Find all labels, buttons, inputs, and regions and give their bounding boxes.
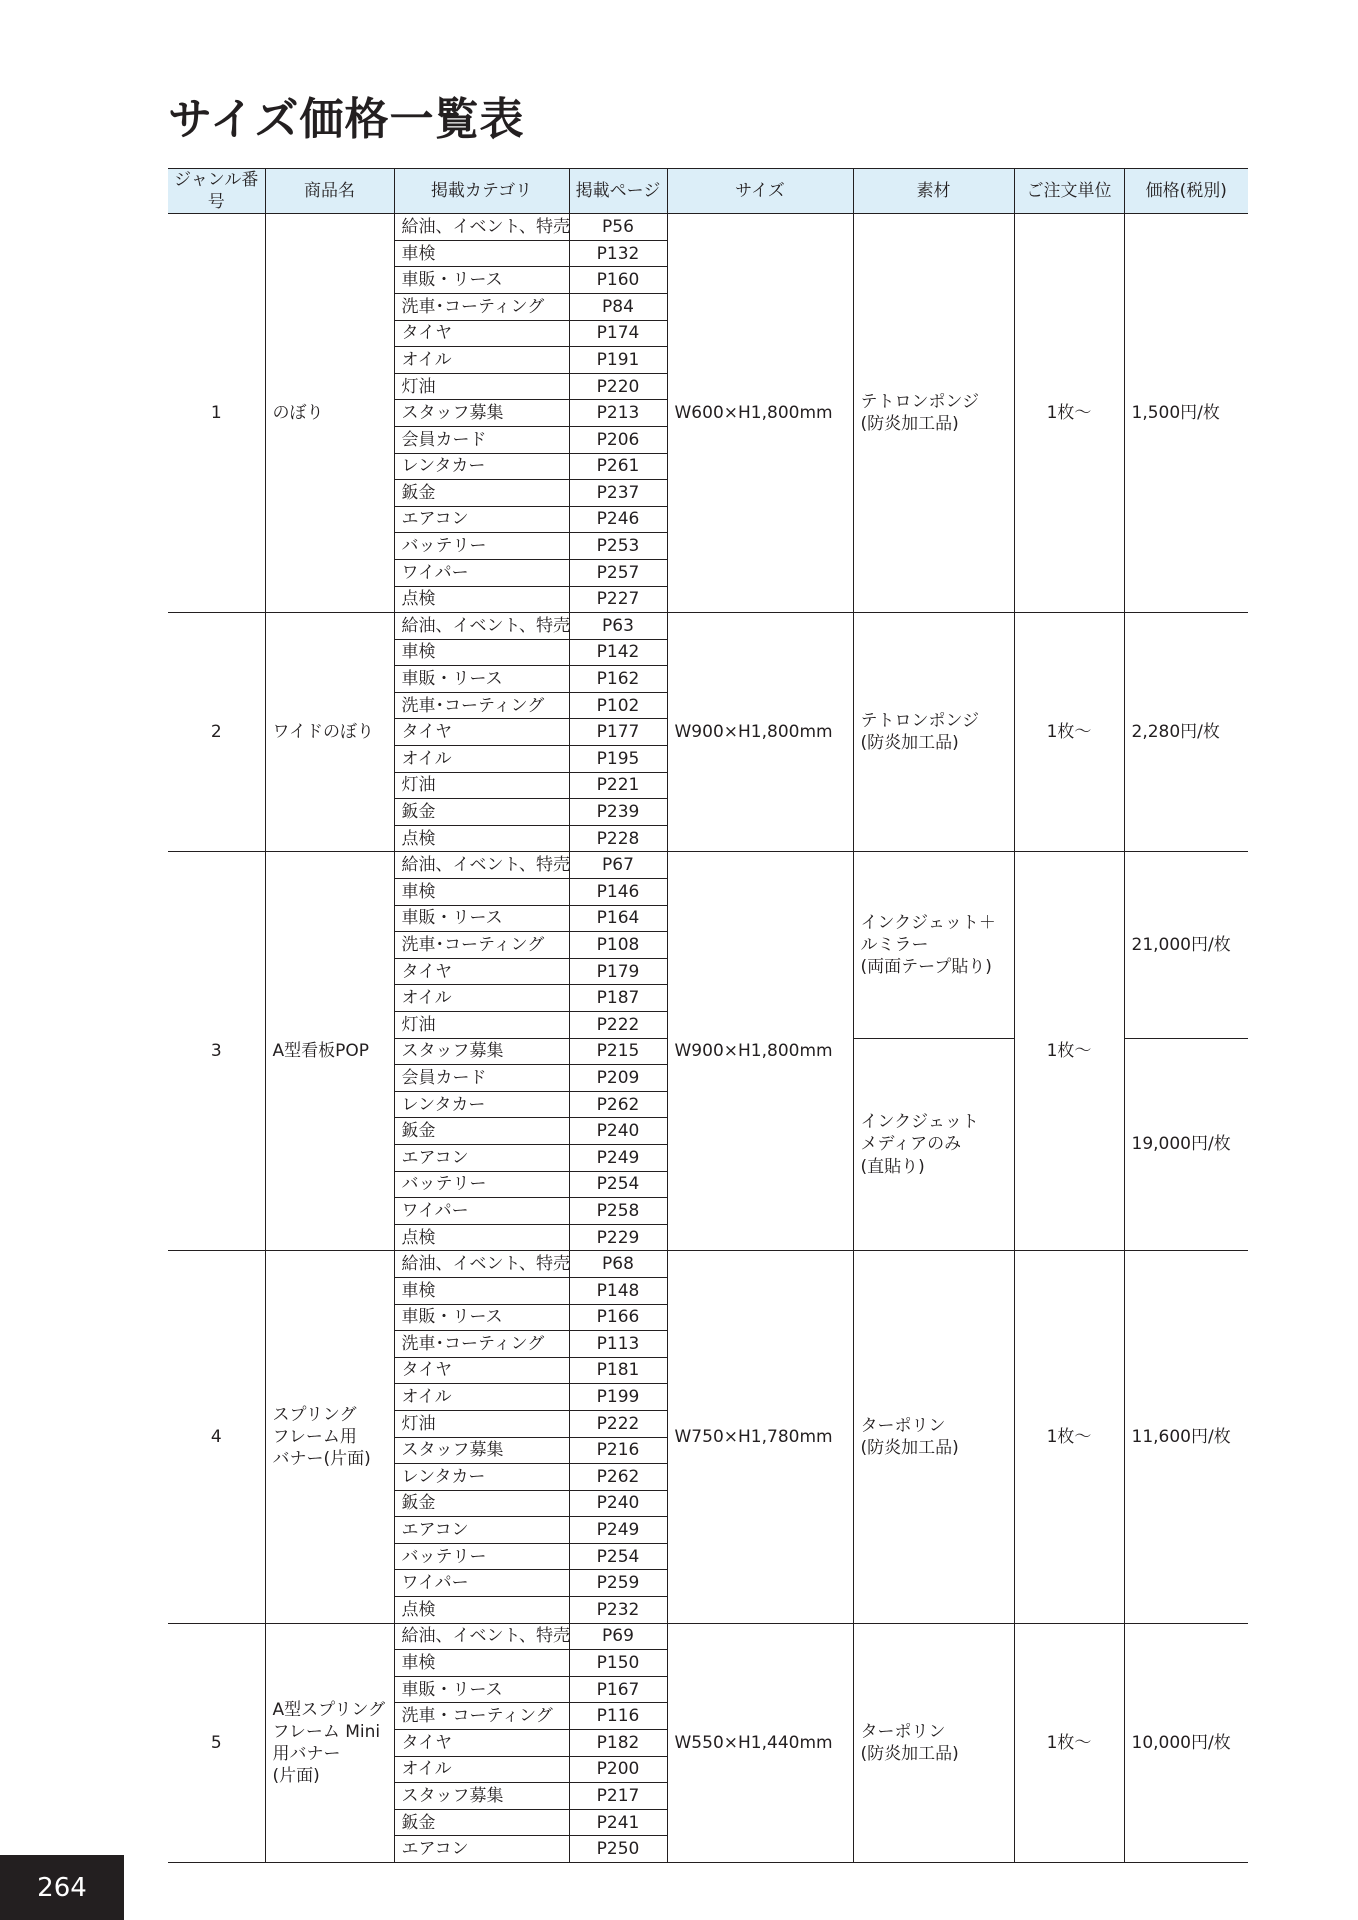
size-cell: W900×H1,800mm (667, 613, 853, 852)
page-cell: P69 (569, 1623, 667, 1650)
category-cell: 灯油 (394, 772, 569, 799)
category-cell: オイル (394, 1756, 569, 1783)
page-cell: P261 (569, 453, 667, 480)
page-cell: P67 (569, 852, 667, 879)
category-cell: 灯油 (394, 373, 569, 400)
page-cell: P241 (569, 1809, 667, 1836)
table-header-row (168, 169, 1248, 214)
category-cell: 点検 (394, 825, 569, 852)
category-cell: タイヤ (394, 1730, 569, 1757)
page-cell: P254 (569, 1543, 667, 1570)
page-cell: P222 (569, 1410, 667, 1437)
page-cell: P237 (569, 480, 667, 507)
category-cell: 車検 (394, 240, 569, 267)
price-cell: 19,000円/枚 (1124, 1038, 1248, 1251)
page-cell: P187 (569, 985, 667, 1012)
category-cell: スタッフ募集 (394, 1038, 569, 1065)
page-cell: P227 (569, 586, 667, 613)
category-cell: オイル (394, 1384, 569, 1411)
page-cell: P56 (569, 214, 667, 241)
category-cell: 洗車･コーティング (394, 932, 569, 959)
category-cell: 給油、イベント、特売 (394, 1251, 569, 1278)
category-cell: 洗車･コーティング (394, 1331, 569, 1358)
order-unit-cell: 1枚〜 (1014, 1623, 1124, 1862)
page-cell: P253 (569, 533, 667, 560)
order-unit-cell: 1枚〜 (1014, 214, 1124, 613)
page-cell: P240 (569, 1490, 667, 1517)
category-cell: 車販・リース (394, 666, 569, 693)
product-name-cell: A型看板POP (265, 852, 394, 1251)
page-cell: P222 (569, 1012, 667, 1039)
page-cell: P240 (569, 1118, 667, 1145)
category-cell: タイヤ (394, 719, 569, 746)
category-cell: 車販・リース (394, 905, 569, 932)
page-cell: P160 (569, 267, 667, 294)
category-cell: バッテリー (394, 533, 569, 560)
page-cell: P229 (569, 1224, 667, 1251)
category-cell: スタッフ募集 (394, 1437, 569, 1464)
category-cell: ワイパー (394, 1198, 569, 1225)
category-cell: 鈑金 (394, 480, 569, 507)
page-cell: P199 (569, 1384, 667, 1411)
category-cell: 鈑金 (394, 1490, 569, 1517)
page-cell: P182 (569, 1730, 667, 1757)
page-cell: P164 (569, 905, 667, 932)
page-cell: P213 (569, 400, 667, 427)
category-cell: 鈑金 (394, 799, 569, 826)
page-cell: P174 (569, 320, 667, 347)
page-cell: P249 (569, 1144, 667, 1171)
page-cell: P116 (569, 1703, 667, 1730)
order-unit-cell: 1枚〜 (1014, 613, 1124, 852)
category-cell: ワイパー (394, 1570, 569, 1597)
category-cell: オイル (394, 347, 569, 374)
category-cell: 車検 (394, 879, 569, 906)
header-page: 掲載ページ (569, 169, 667, 214)
table-row (168, 214, 1248, 241)
page-cell: P177 (569, 719, 667, 746)
category-cell: 洗車･コーティング (394, 692, 569, 719)
page-cell: P216 (569, 1437, 667, 1464)
page-cell: P84 (569, 293, 667, 320)
category-cell: エアコン (394, 1517, 569, 1544)
price-cell: 1,500円/枚 (1124, 214, 1248, 613)
order-unit-cell: 1枚〜 (1014, 852, 1124, 1251)
page-cell: P254 (569, 1171, 667, 1198)
page-cell: P102 (569, 692, 667, 719)
page-cell: P191 (569, 347, 667, 374)
category-cell: ワイパー (394, 559, 569, 586)
header-material: 素材 (853, 169, 1014, 214)
price-table (168, 168, 1248, 1863)
category-cell: 点検 (394, 1597, 569, 1624)
size-cell: W900×H1,800mm (667, 852, 853, 1251)
table-row (168, 613, 1248, 640)
page-cell: P209 (569, 1065, 667, 1092)
page-cell: P108 (569, 932, 667, 959)
header-size: サイズ (667, 169, 853, 214)
header-order-unit: ご注文単位 (1014, 169, 1124, 214)
category-cell: 鈑金 (394, 1809, 569, 1836)
product-name-cell: のぼり (265, 214, 394, 613)
page-cell: P63 (569, 613, 667, 640)
header-price: 価格(税別) (1124, 169, 1248, 214)
category-cell: レンタカー (394, 453, 569, 480)
category-cell: エアコン (394, 506, 569, 533)
page-cell: P262 (569, 1091, 667, 1118)
page-cell: P200 (569, 1756, 667, 1783)
page-cell: P221 (569, 772, 667, 799)
category-cell: バッテリー (394, 1543, 569, 1570)
category-cell: 鈑金 (394, 1118, 569, 1145)
category-cell: 車販・リース (394, 267, 569, 294)
page-cell: P132 (569, 240, 667, 267)
category-cell: レンタカー (394, 1091, 569, 1118)
page-cell: P150 (569, 1650, 667, 1677)
category-cell: 車検 (394, 1650, 569, 1677)
category-cell: タイヤ (394, 958, 569, 985)
table-row (168, 1251, 1248, 1278)
page-cell: P215 (569, 1038, 667, 1065)
category-cell: スタッフ募集 (394, 1783, 569, 1810)
material-cell: ターポリン (防炎加工品) (853, 1251, 1014, 1623)
category-cell: 灯油 (394, 1410, 569, 1437)
category-cell: タイヤ (394, 320, 569, 347)
category-cell: オイル (394, 985, 569, 1012)
page-cell: P239 (569, 799, 667, 826)
category-cell: スタッフ募集 (394, 400, 569, 427)
page-cell: P262 (569, 1464, 667, 1491)
order-unit-cell: 1枚〜 (1014, 1251, 1124, 1623)
page-cell: P250 (569, 1836, 667, 1863)
category-cell: レンタカー (394, 1464, 569, 1491)
page-cell: P220 (569, 373, 667, 400)
page-cell: P113 (569, 1331, 667, 1358)
page-cell: P249 (569, 1517, 667, 1544)
page-cell: P195 (569, 746, 667, 773)
category-cell: 車検 (394, 1277, 569, 1304)
category-cell: タイヤ (394, 1357, 569, 1384)
header-genre: ジャンル番号 (168, 169, 265, 214)
product-name-cell: ワイドのぼり (265, 613, 394, 852)
size-cell: W750×H1,780mm (667, 1251, 853, 1623)
category-cell: バッテリー (394, 1171, 569, 1198)
category-cell: 車販・リース (394, 1304, 569, 1331)
page-cell: P166 (569, 1304, 667, 1331)
category-cell: 給油、イベント、特売 (394, 214, 569, 241)
product-name-cell: スプリング フレーム用 バナー(片面) (265, 1251, 394, 1623)
size-cell: W550×H1,440mm (667, 1623, 853, 1862)
price-cell: 21,000円/枚 (1124, 852, 1248, 1038)
page-cell: P258 (569, 1198, 667, 1225)
category-cell: 給油、イベント、特売 (394, 1623, 569, 1650)
page-cell: P148 (569, 1277, 667, 1304)
size-cell: W600×H1,800mm (667, 214, 853, 613)
category-cell: 車検 (394, 639, 569, 666)
category-cell: エアコン (394, 1144, 569, 1171)
genre-number-cell: 4 (168, 1251, 265, 1623)
price-cell: 2,280円/枚 (1124, 613, 1248, 852)
genre-number-cell: 1 (168, 214, 265, 613)
header-category: 掲載カテゴリ (394, 169, 569, 214)
genre-number-cell: 2 (168, 613, 265, 852)
category-cell: 点検 (394, 586, 569, 613)
page-number: 264 (0, 1855, 124, 1920)
category-cell: 灯油 (394, 1012, 569, 1039)
page-cell: P179 (569, 958, 667, 985)
page-title: サイズ価格一覧表 (168, 94, 525, 145)
category-cell: 会員カード (394, 426, 569, 453)
category-cell: エアコン (394, 1836, 569, 1863)
category-cell: 点検 (394, 1224, 569, 1251)
category-cell: 車販・リース (394, 1676, 569, 1703)
page-cell: P232 (569, 1597, 667, 1624)
product-name-cell: A型スプリング フレーム Mini 用バナー (片面) (265, 1623, 394, 1862)
page-cell: P181 (569, 1357, 667, 1384)
price-cell: 10,000円/枚 (1124, 1623, 1248, 1862)
page-cell: P259 (569, 1570, 667, 1597)
material-cell: テトロンポンジ (防炎加工品) (853, 214, 1014, 613)
price-cell: 11,600円/枚 (1124, 1251, 1248, 1623)
category-cell: 会員カード (394, 1065, 569, 1092)
page-cell: P228 (569, 825, 667, 852)
page-cell: P217 (569, 1783, 667, 1810)
material-cell: インクジェット メディアのみ (直貼り) (853, 1038, 1014, 1251)
table-row (168, 1623, 1248, 1650)
category-cell: 給油、イベント、特売 (394, 852, 569, 879)
page-cell: P68 (569, 1251, 667, 1278)
material-cell: ターポリン (防炎加工品) (853, 1623, 1014, 1862)
page-cell: P162 (569, 666, 667, 693)
category-cell: 給油、イベント、特売 (394, 613, 569, 640)
category-cell: 洗車・コーティング (394, 1703, 569, 1730)
category-cell: 洗車･コーティング (394, 293, 569, 320)
material-cell: テトロンポンジ (防炎加工品) (853, 613, 1014, 852)
page-cell: P206 (569, 426, 667, 453)
page-cell: P246 (569, 506, 667, 533)
page-cell: P146 (569, 879, 667, 906)
page-cell: P142 (569, 639, 667, 666)
genre-number-cell: 5 (168, 1623, 265, 1862)
table-body (168, 214, 1248, 1863)
material-cell: インクジェット＋ ルミラー (両面テープ貼り) (853, 852, 1014, 1038)
page-cell: P167 (569, 1676, 667, 1703)
table-row (168, 852, 1248, 879)
header-product-name: 商品名 (265, 169, 394, 214)
genre-number-cell: 3 (168, 852, 265, 1251)
page-cell: P257 (569, 559, 667, 586)
category-cell: オイル (394, 746, 569, 773)
